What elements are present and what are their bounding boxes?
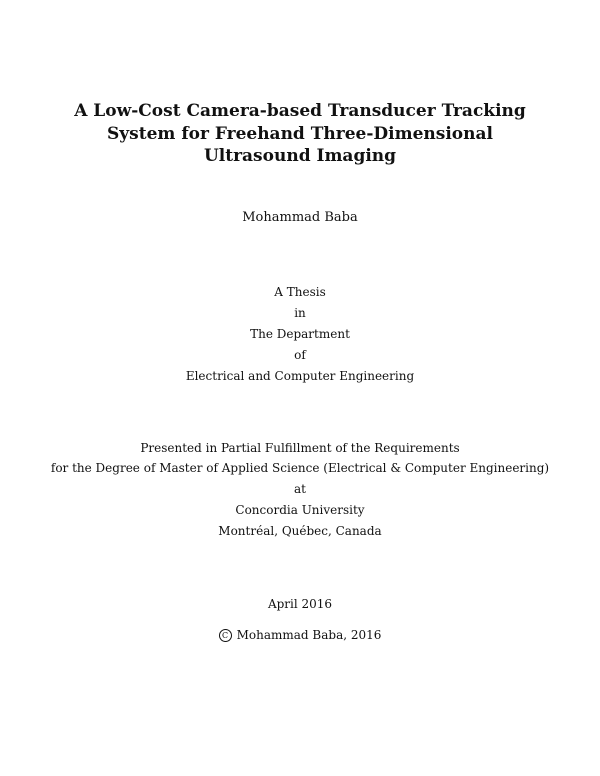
department-name: Electrical and Computer Engineering — [185, 369, 415, 383]
university-name: Concordia University — [235, 503, 365, 517]
submission-date: April 2016 — [267, 597, 333, 611]
author-name: Mohammad Baba — [242, 210, 358, 225]
department-of: of — [294, 348, 306, 362]
thesis-title-line-3: Ultrasound Imaging — [203, 146, 397, 166]
copyright-text: Mohammad Baba, 2016 — [236, 628, 382, 642]
copyright-icon: C — [219, 629, 232, 642]
university-location: Montréal, Québec, Canada — [218, 524, 382, 538]
department-label: The Department — [250, 327, 350, 341]
presentation-at: at — [294, 482, 306, 496]
presentation-line-2: for the Degree of Master of Applied Science (Electrical & Computer Engineering) — [50, 461, 550, 475]
thesis-label: A Thesis — [274, 285, 326, 299]
thesis-in: in — [294, 306, 306, 320]
thesis-title-line-1: A Low-Cost Camera-based Transducer Tracking — [74, 101, 526, 121]
copyright-line — [0, 628, 600, 643]
presentation-line-1: Presented in Partial Fulfillment of the Requirements — [140, 441, 460, 455]
thesis-title-line-2: System for Freehand Three-Dimensional — [107, 124, 493, 144]
